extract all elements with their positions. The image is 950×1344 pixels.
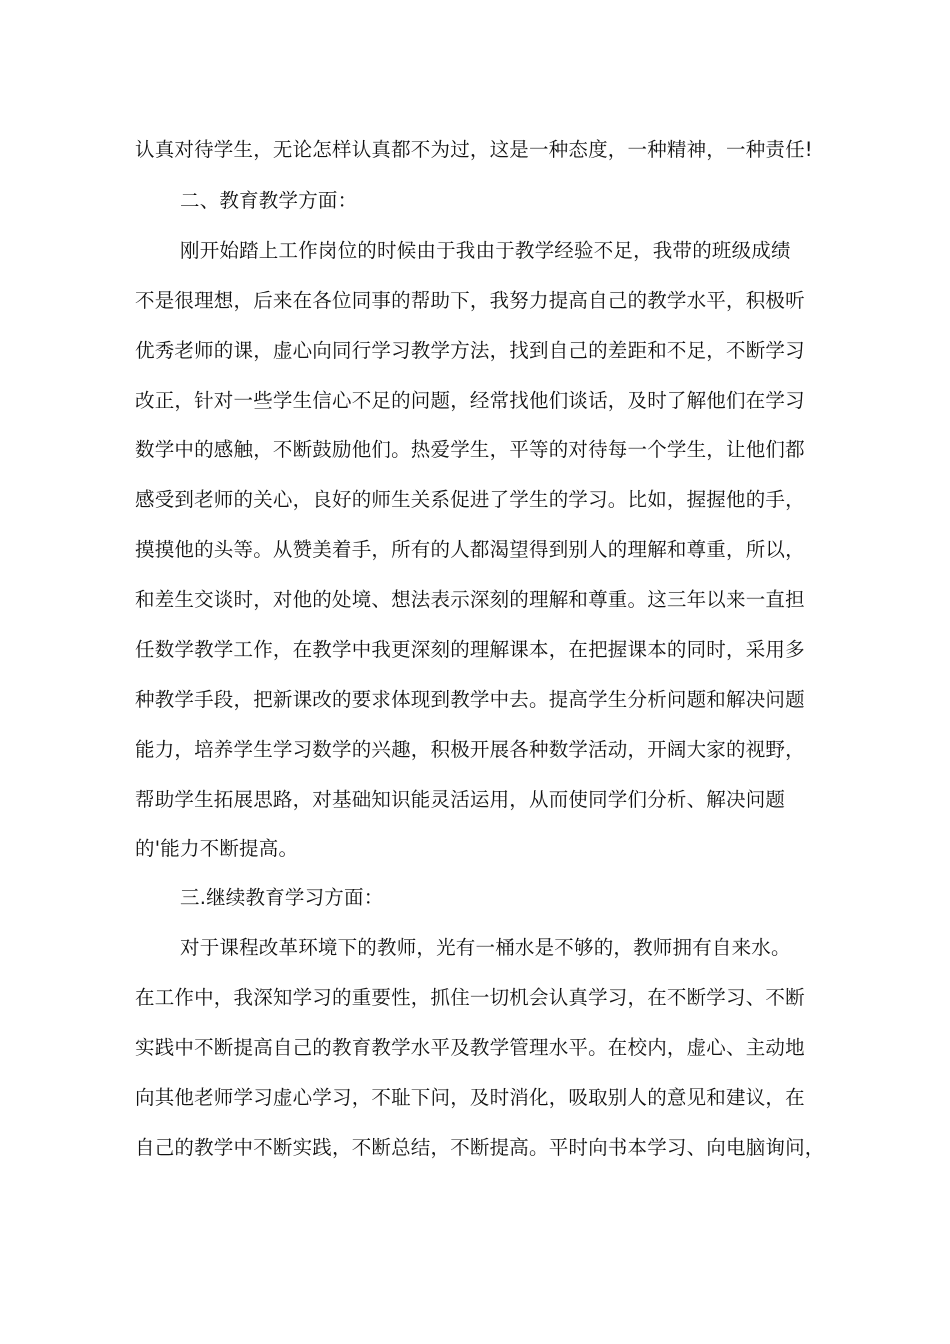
text-line: 种教学手段，把新课改的要求体现到教学中去。提高学生分析问题和解决问题: [135, 688, 805, 711]
text-line: 能力，培养学生学习数学的兴趣，积极开展各种数学活动，开阔大家的视野，: [135, 738, 805, 761]
text-line: 实践中不断提高自己的教育教学水平及教学管理水平。在校内，虚心、主动地: [135, 1036, 805, 1059]
text-line: 和差生交谈时，对他的处境、想法表示深刻的理解和尊重。这三年以来一直担: [135, 588, 805, 611]
section-heading-education: 二、教育教学方面：: [180, 189, 358, 212]
text-line: 帮助学生拓展思路，对基础知识能灵活运用，从而使同学们分析、解决问题: [135, 788, 786, 811]
text-line: 自己的教学中不断实践，不断总结，不断提高。平时向书本学习、向电脑询问，: [135, 1136, 825, 1159]
text-line: 认真对待学生，无论怎样认真都不为过，这是一种态度，一种精神，一种责任!: [135, 138, 813, 161]
text-line: 不是很理想，后来在各位同事的帮助下，我努力提高自己的教学水平，积极听: [135, 289, 805, 312]
paragraph-first-line: 刚开始踏上工作岗位的时候由于我由于教学经验不足，我带的班级成绩: [180, 239, 791, 262]
text-line: 向其他老师学习虚心学习，不耻下问，及时消化，吸取别人的意见和建议，在: [135, 1086, 805, 1109]
section-heading-continuing-education: 三.继续教育学习方面：: [180, 886, 384, 909]
text-line: 在工作中，我深知学习的重要性，抓住一切机会认真学习，在不断学习、不断: [135, 986, 805, 1009]
text-line: 改正，针对一些学生信心不足的问题，经常找他们谈话，及时了解他们在学习: [135, 389, 805, 412]
paragraph-first-line: 对于课程改革环境下的教师，光有一桶水是不够的，教师拥有自来水。: [180, 936, 791, 959]
text-line: 摸摸他的头等。从赞美着手，所有的人都渴望得到别人的理解和尊重，所以，: [135, 538, 805, 561]
text-line: 感受到老师的关心，良好的师生关系促进了学生的学习。比如，握握他的手，: [135, 488, 805, 511]
text-line: 的'能力不断提高。: [135, 837, 299, 860]
text-line: 任数学教学工作，在教学中我更深刻的理解课本，在把握课本的同时，采用多: [135, 638, 805, 661]
text-line: 数学中的感触，不断鼓励他们。热爱学生，平等的对待每一个学生，让他们都: [135, 438, 805, 461]
text-line: 优秀老师的课，虚心向同行学习教学方法，找到自己的差距和不足，不断学习: [135, 339, 805, 362]
